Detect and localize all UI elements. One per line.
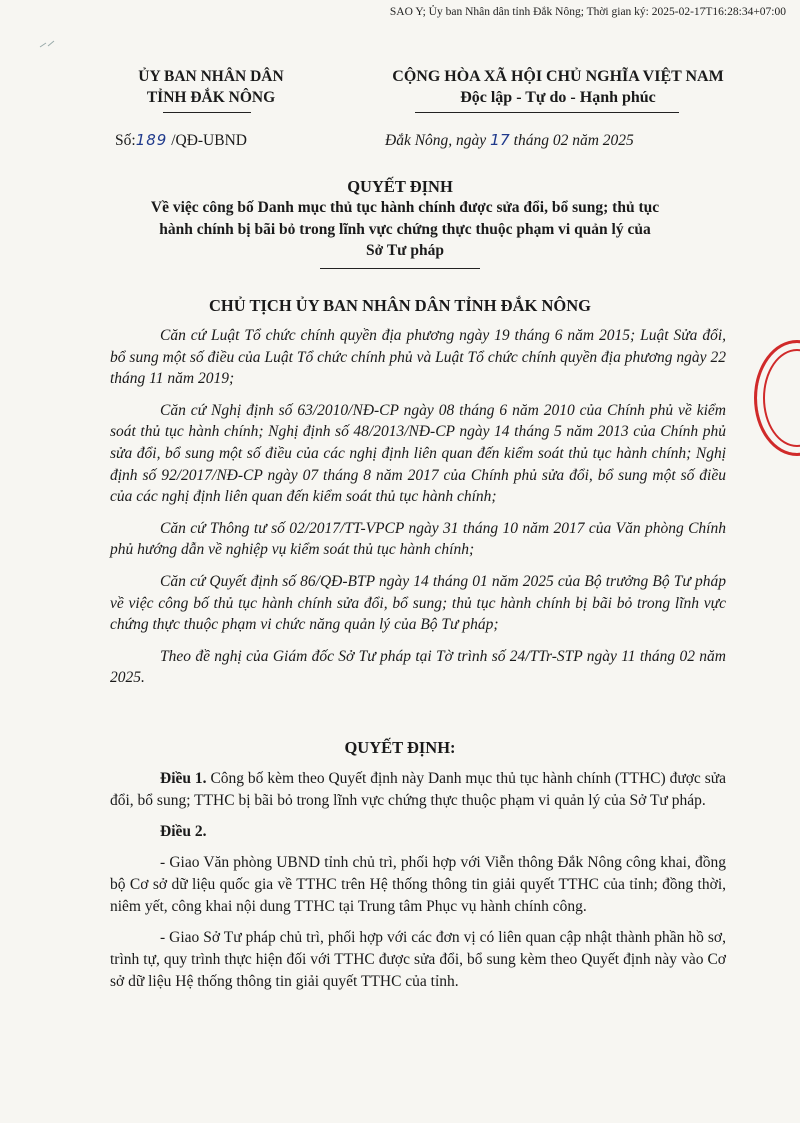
national-title: CỘNG HÒA XÃ HỘI CHỦ NGHĨA VIỆT NAM bbox=[392, 68, 724, 85]
motto-underline bbox=[415, 112, 679, 113]
document-number bbox=[115, 131, 247, 150]
document-date bbox=[385, 131, 634, 150]
document-number-prefix: Số: bbox=[115, 132, 136, 149]
document-title: QUYẾT ĐỊNH bbox=[347, 177, 453, 196]
basis-paragraph: Căn cứ Nghị định số 63/2010/NĐ-CP ngày 08 tháng 6 năm 2010 của Chính phủ về kiểm soát thủ tục hành chính; Nghị định số 48/2013/NĐ-CP ngày 14 tháng 5 năm 2013 của Chính phủ sửa đổi, bổ sung một số điều của các nghị định liên quan đến kiểm soát thủ tục hành chính; Nghị định số 92/2017/NĐ-CP ngày 07 tháng 8 năm 2017 của Chính phủ sửa đổi, bổ sung một số điều của các nghị định liên quan đến kiểm soát thủ tục hành chính; bbox=[110, 401, 726, 506]
document-number-suffix: /QĐ-UBND bbox=[171, 132, 247, 149]
digital-copy-stamp: SAO Y; Ủy ban Nhân dân tỉnh Đắk Nông; Thời gian ký: 2025-02-17T16:28:34+07:00 bbox=[389, 6, 786, 18]
issuer-line1: ỦY BAN NHÂN DÂN bbox=[138, 68, 284, 85]
national-motto: Độc lập - Tự do - Hạnh phúc bbox=[460, 89, 656, 106]
issuer-block bbox=[100, 66, 322, 108]
document-number-handwritten: 189 bbox=[135, 131, 168, 149]
article-2-item: - Giao Văn phòng UBND tỉnh chủ trì, phối hợp với Viễn thông Đắk Nông công khai, đồng bộ Cơ sở dữ liệu quốc gia về TTHC trên Hệ thống thông tin giải quyết TTHC của tỉnh; đồng thời, niêm yết, công khai nội dung TTHC tại Trung tâm Phục vụ hành chính công. bbox=[110, 854, 726, 915]
basis-paragraph: Căn cứ Luật Tổ chức chính quyền địa phương ngày 19 tháng 6 năm 2015; Luật Sửa đổi, bổ sung một số điều của Luật Tổ chức chính phủ và Luật Tổ chức chính quyền địa phương ngày 22 tháng 11 năm 2019; bbox=[110, 327, 726, 388]
basis-paragraph: Theo đề nghị của Giám đốc Sở Tư pháp tại Tờ trình số 24/TTr-STP ngày 11 tháng 02 năm 2025. bbox=[110, 647, 726, 687]
legal-basis bbox=[110, 325, 726, 699]
basis-paragraph: Căn cứ Thông tư số 02/2017/TT-VPCP ngày 31 tháng 10 năm 2017 của Văn phòng Chính phủ hướng dẫn về nghiệp vụ kiểm soát thủ tục hành chính; bbox=[110, 519, 726, 559]
red-seal-icon bbox=[754, 340, 800, 456]
date-prefix: Đắk Nông, ngày bbox=[385, 132, 487, 149]
pen-mark-icon bbox=[38, 38, 58, 50]
basis-paragraph: Căn cứ Quyết định số 86/QĐ-BTP ngày 14 tháng 01 năm 2025 của Bộ trưởng Bộ Tư pháp về việc công bố thủ tục hành chính sửa đổi, bổ sung; thủ tục hành chính bị bãi bỏ trong lĩnh vực chứng thực thuộc phạm vi chức năng quản lý của Bộ Tư pháp; bbox=[110, 572, 726, 634]
subtitle-underline bbox=[320, 268, 480, 269]
issuer-line2: TỈNH ĐẮK NÔNG bbox=[146, 89, 276, 106]
date-day-handwritten: 17 bbox=[490, 131, 510, 149]
decision-body bbox=[110, 768, 726, 1002]
document-subtitle: Về việc công bố Danh mục thủ tục hành chính được sửa đổi, bổ sung; thủ tục hành chính bị bãi bỏ trong lĩnh vực chứng thực thuộc phạm vi quản lý của Sở Tư pháp bbox=[150, 199, 660, 259]
article-2-label: Điều 2. bbox=[160, 823, 207, 840]
article-1-label: Điều 1. bbox=[160, 770, 207, 787]
issuing-authority: CHỦ TỊCH ỦY BAN NHÂN DÂN TỈNH ĐẮK NÔNG bbox=[209, 296, 591, 315]
national-title-block bbox=[340, 66, 776, 108]
decision-heading: QUYẾT ĐỊNH: bbox=[344, 738, 456, 757]
article-1 bbox=[110, 768, 726, 812]
issuer-underline bbox=[163, 112, 251, 113]
date-suffix: tháng 02 năm 2025 bbox=[513, 132, 634, 149]
article-2-item: - Giao Sở Tư pháp chủ trì, phối hợp với các đơn vị có liên quan cập nhật thành phần hồ sơ, trình tự, quy trình thực hiện đối với TTHC được sửa đổi, bổ sung kèm theo Quyết định này vào Cơ sở dữ liệu Hệ thống thông tin giải quyết TTHC của tỉnh. bbox=[110, 929, 726, 990]
article-2 bbox=[110, 821, 726, 843]
article-1-text: Công bố kèm theo Quyết định này Danh mục thủ tục hành chính (TTHC) được sửa đổi, bổ sung; TTHC bị bãi bỏ trong lĩnh vực chứng thực thuộc phạm vi quản lý của Sở Tư pháp. bbox=[110, 770, 727, 809]
